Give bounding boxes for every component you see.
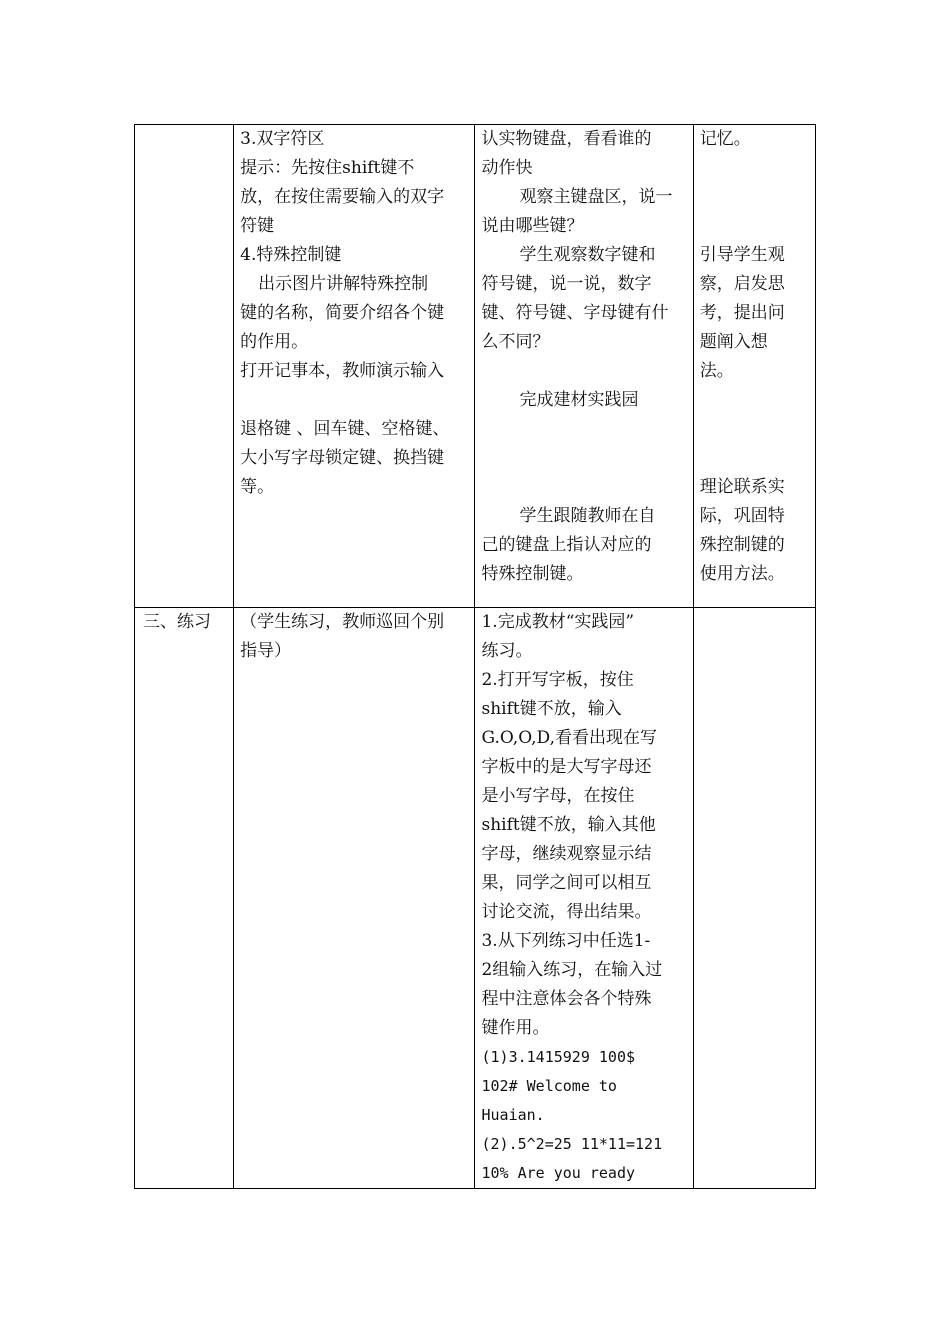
text-line: 引导学生观 [699,245,785,265]
text-line: 考，提出问 [699,303,785,323]
text-line: 么不同？ [481,332,550,352]
text-line: 2组输入练习，在输入过 [481,960,663,980]
text-line: 认实物键盘，看看谁的 [481,129,652,149]
text-line: 符键 [240,216,275,236]
stage-cell [135,125,234,608]
design-intent-cell [693,608,815,1189]
text-line: 字母，继续观察显示结 [481,844,652,864]
text-line: 10% Are you ready [481,1164,636,1182]
text-line: 指导） [240,641,292,661]
text-line: 是小写字母，在按住 [481,786,635,806]
text-line: （学生练习，教师巡回个别 [240,612,445,632]
text-line: 大小写字母锁定键、换挡键 [240,448,445,468]
text-line: 3.从下列练习中任选1- [481,931,651,951]
table-row [135,608,816,1189]
lesson-plan-table [134,124,816,1189]
text-line: 键的名称，简要介绍各个键 [240,303,445,323]
text-line: 题阐入想 [699,332,768,352]
text-line: 的作用。 [240,332,309,352]
text-line: (2).5^2=25 11*11=121 [481,1135,663,1153]
text-line: 法。 [699,361,734,381]
text-line: 动作快 [481,158,533,178]
text-line: 符号键，说一说，数字 [481,274,652,294]
text-line: 说由哪些键？ [481,216,584,236]
text-line: 学生跟随教师在自 [519,506,656,526]
text-line: 3.双字符区 [240,129,325,149]
text-line: 理论联系实 [699,477,785,497]
text-line: 学生观察数字键和 [519,245,656,265]
text-line: 提示：先按住shift键不 [240,158,415,178]
student-activity-cell [475,608,693,1189]
text-line: 观察主键盘区，说一 [519,187,673,207]
table-row [135,125,816,608]
text-line: 等。 [240,477,275,497]
text-line: Huaian. [481,1106,545,1124]
teacher-activity-cell [234,125,475,608]
teacher-activity-cell [234,608,475,1189]
text-line: 出示图片讲解特殊控制 [258,274,429,294]
text-line: 放，在按住需要输入的双字 [240,187,445,207]
text-line: 102# Welcome to [481,1077,617,1095]
text-line: 1.完成教材“实践园” [481,612,635,632]
stage-cell: 三、练习 [135,608,234,1189]
design-intent-cell [693,125,815,608]
text-line: 键、符号键、字母键有什 [481,303,669,323]
text-line: 字板中的是大写字母还 [481,757,652,777]
text-line: 完成建材实践园 [519,390,639,410]
text-line: 键作用。 [481,1018,550,1038]
text-line: 己的键盘上指认对应的 [481,535,652,555]
text-line: shift键不放，输入其他 [481,815,656,835]
text-line: 果，同学之间可以相互 [481,873,652,893]
text-line: 退格键 、回车键、空格键、 [240,419,450,439]
text-line: 2.打开写字板，按住 [481,670,634,690]
text-line: 际，巩固特 [699,506,785,526]
text-line: 讨论交流，得出结果。 [481,902,652,922]
text-line: (1)3.1415929 100$ [481,1048,636,1066]
text-line: shift键不放，输入 [481,699,622,719]
student-activity-cell [475,125,693,608]
text-line: 打开记事本，教师演示输入 [240,361,445,381]
text-line: G.O,O,D,看看出现在写 [481,728,657,748]
text-line: 使用方法。 [699,564,785,584]
text-line: 特殊控制键。 [481,564,584,584]
text-line: 殊控制键的 [699,535,785,555]
text-line: 记忆。 [699,129,751,149]
text-line: 程中注意体会各个特殊 [481,989,652,1009]
text-line: 察，启发思 [699,274,785,294]
text-line: 4.特殊控制键 [240,245,342,265]
text-line: 练习。 [481,641,533,661]
